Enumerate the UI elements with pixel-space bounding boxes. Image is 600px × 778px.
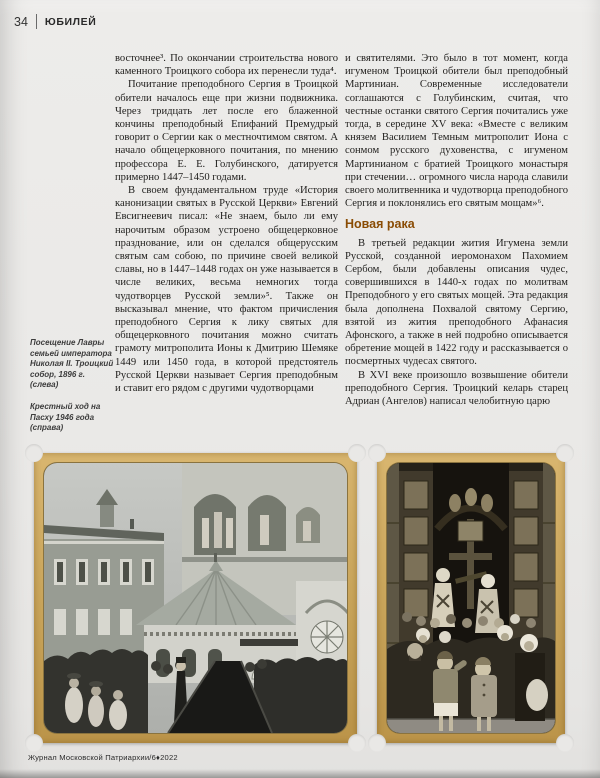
paragraph: и святителями. Это было в тот момент, когда игуменом Троицкой обители был преподобный Мартиниан. Современные исследователи соглашаются с Голубинским, считая, что честные останки святого Сергия почитались уже тогда, в середине XV века: «Вместе с великим князем Василием Темным митрополит Иона с сонмом русского духовенства, с игуменом Мартинианом с братией Троицкого монастыря при стечении… огромного числа народа славили своего молитвенника и чудотворца преподобного Сергия и поклонялись его святым мощам»⁶.	[345, 53, 568, 210]
page-header	[14, 14, 96, 29]
page-footer: Журнал Московской Патриархии/6♦2022	[28, 753, 178, 762]
photo-frame-left	[34, 453, 357, 743]
frame-notch	[348, 734, 366, 752]
frame-notch	[25, 734, 43, 752]
page-bottom-shadow	[0, 769, 600, 778]
photo-easter-procession-1946	[387, 463, 555, 733]
frame-notch	[556, 444, 574, 462]
frame-notch	[368, 734, 386, 752]
header-divider	[36, 14, 37, 29]
article-right-column	[345, 52, 568, 408]
article-left-column	[115, 52, 338, 395]
photo-lavra-illustration	[44, 463, 347, 733]
paragraph: В третьей редакции жития Игумена земли Русской, созданной иеромонахом Пахомием Сербом, были добавлены описания чудес, совершившихся в 1440-х годах по молитвам Преподобного у его святых мощей. Эта редакция была дополнена Похвалой святому Сергию, взятой из жития преподобного Афанасия Афонского, а также в ней подробно описывается обретение мощей в 1422 году и рассказывается о посмертных чудесах святого.	[345, 237, 568, 368]
frame-notch	[25, 444, 43, 462]
paragraph: В своем фундаментальном труде «История канонизации святых в Русской Церкви» Евгений Евсигнеевич писал: «Не знаем, было ли ему нарочитым образом устроено общецерковное празднование, или он сделался общерусским святым сам собою, по причине своей великой славы, но в 1447–1448 годах он уже называется в числе великих, весьма немногих тогда чудотворцев Русской земли»⁵. Также он высказывал мнение, что фактом причисления преподобного Сергия к лику святых для общецерковного почитания можно считать грамоту митрополита Ионы к Дмитрию Шемяке 1449 или 1450 года, в которой предстоятель Русской Церкви называет Сергия преподобным и ставит его рядом с другими чудотворцами	[115, 185, 338, 395]
frame-notch	[368, 444, 386, 462]
photo-lavra-visit-1896	[44, 463, 347, 733]
photo-captions	[30, 338, 114, 445]
paragraph: В XVI веке произошло возвышение обители преподобного Сергия. Троицкий келарь старец Адриан (Ангелов) написал челобитную царю	[345, 369, 568, 408]
paragraph: восточнее³. По окончании строительства нового каменного Троицкого собора их перенесли туда⁴.	[115, 53, 338, 78]
photo-frame-right	[377, 453, 565, 743]
subheading-novaya-raka: Новая рака	[345, 217, 415, 232]
photo-procession-illustration	[387, 463, 555, 733]
paragraph: Почитание преподобного Сергия в Троицкой обители началось еще при жизни подвижника. Через тридцать лет после его блаженной кончины преподобный Епифаний Премудрый говорит о Сергии как о местночтимом святом. А начало общецерковного почитания, по мнению профессора Е. Е. Голубинского, датируется примерно 1447–1450 годами.	[115, 79, 338, 183]
ground	[387, 719, 555, 733]
page-number: 34	[14, 14, 28, 29]
frame-notch	[348, 444, 366, 462]
caption-left-photo: Посещение Лавры семьей императора Николая II. Троицкий собор, 1896 г. (слева)	[30, 338, 114, 390]
frame-notch	[556, 734, 574, 752]
caption-right-photo: Крестный ход на Пасху 1946 года (справа)	[30, 401, 101, 433]
section-title: ЮБИЛЕЙ	[44, 15, 97, 28]
